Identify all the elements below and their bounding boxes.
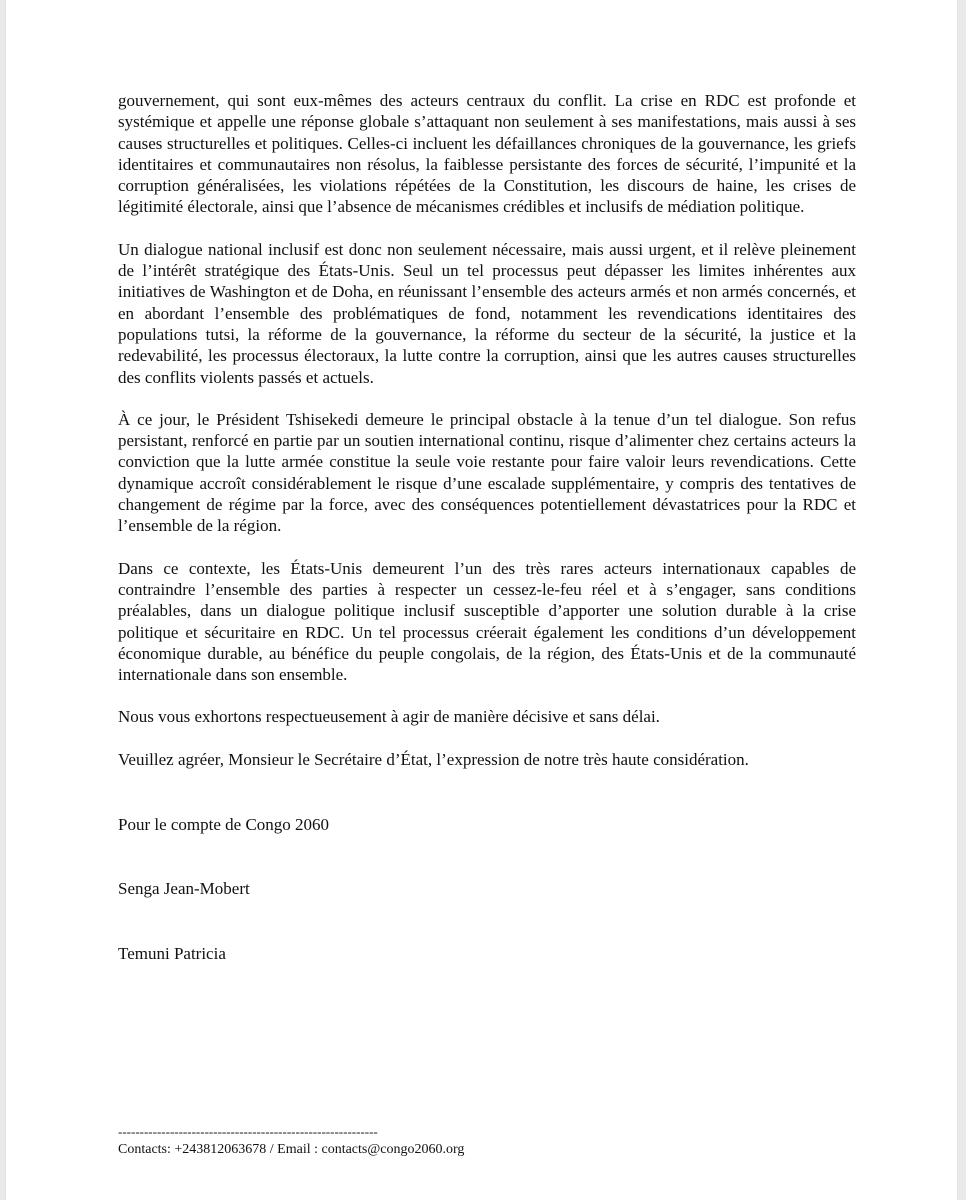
footer-divider: ------------------------------------------------------------: [118, 1124, 378, 1139]
appeal-line: Nous vous exhortons respectueusement à agir de manière décisive et sans délai.: [118, 707, 660, 727]
footer-contacts: Contacts: +243812063678 / Email : contacts@congo2060.org: [118, 1142, 465, 1157]
signatory-name: Temuni Patricia: [118, 943, 226, 963]
paragraph-context: Dans ce contexte, les États-Unis demeurent l’un des très rares acteurs internationaux capables de contraindre l’ensemble des parties à respecter un cessez-le-feu réel et à s’engager, sans conditions préalables, dans un dialogue politique inclusif susceptible d’apporter une solution durable à la crise politique et sécuritaire en RDC. Un tel processus créerait également les conditions d’un développement économique durable, au bénéfice du peuple congolais, de la région, des États-Unis et de la communauté internationale dans son ensemble.: [118, 558, 856, 685]
signatory-name: Senga Jean-Mobert: [118, 879, 250, 899]
paragraph-governance: gouvernement, qui sont eux-mêmes des acteurs centraux du conflit. La crise en RDC est profonde et systémique et appelle une réponse globale s’attaquant non seulement à ses manifestations, mais aussi à ses causes structurelles et politiques. Celles-ci incluent les défaillances chroniques de la gouvernance, les griefs identitaires et communautaires non résolus, la faiblesse persistante des forces de sécurité, l’impunité et la corruption généralisées, les violations répétées de la Constitution, les discours de haine, les crises de légitimité électorale, ainsi que l’absence de mécanismes crédibles et inclusifs de médiation politique.: [118, 91, 856, 217]
closing-line: Veuillez agréer, Monsieur le Secrétaire d’État, l’expression de notre très haute considération.: [118, 749, 749, 769]
page-footer: [118, 1125, 464, 1159]
signoff-line: Pour le compte de Congo 2060: [118, 815, 330, 835]
document-page: [6, 0, 957, 1200]
paragraph-dialogue: Un dialogue national inclusif est donc non seulement nécessaire, mais aussi urgent, et il relève pleinement de l’intérêt stratégique des États-Unis. Seul un tel processus peut dépasser les limites inhérentes aux initiatives de Washington et de Doha, en réunissant l’ensemble des acteurs armés et non armés concernés, et en abordant l’ensemble des problématiques de fond, notamment les revendications identitaires des populations tutsi, la réforme de la gouvernance, la réforme du secteur de la sécurité, la justice et la redevabilité, les processus électoraux, la lutte contre la corruption, ainsi que les autres causes structurelles des conflits violents passés et actuels.: [118, 239, 856, 387]
letter-body: [118, 90, 856, 964]
paragraph-obstacle: À ce jour, le Président Tshisekedi demeure le principal obstacle à la tenue d’un tel dialogue. Son refus persistant, renforcé en partie par un soutien international continu, risque d’alimenter chez certains acteurs la conviction que la lutte armée constitue la seule voie restante pour faire valoir leurs revendications. Cette dynamique accroît considérablement le risque d’une escalade supplémentaire, y compris des tentatives de changement de régime par la force, avec des conséquences potentiellement dévastatrices pour la RDC et l’ensemble de la région.: [118, 409, 856, 536]
